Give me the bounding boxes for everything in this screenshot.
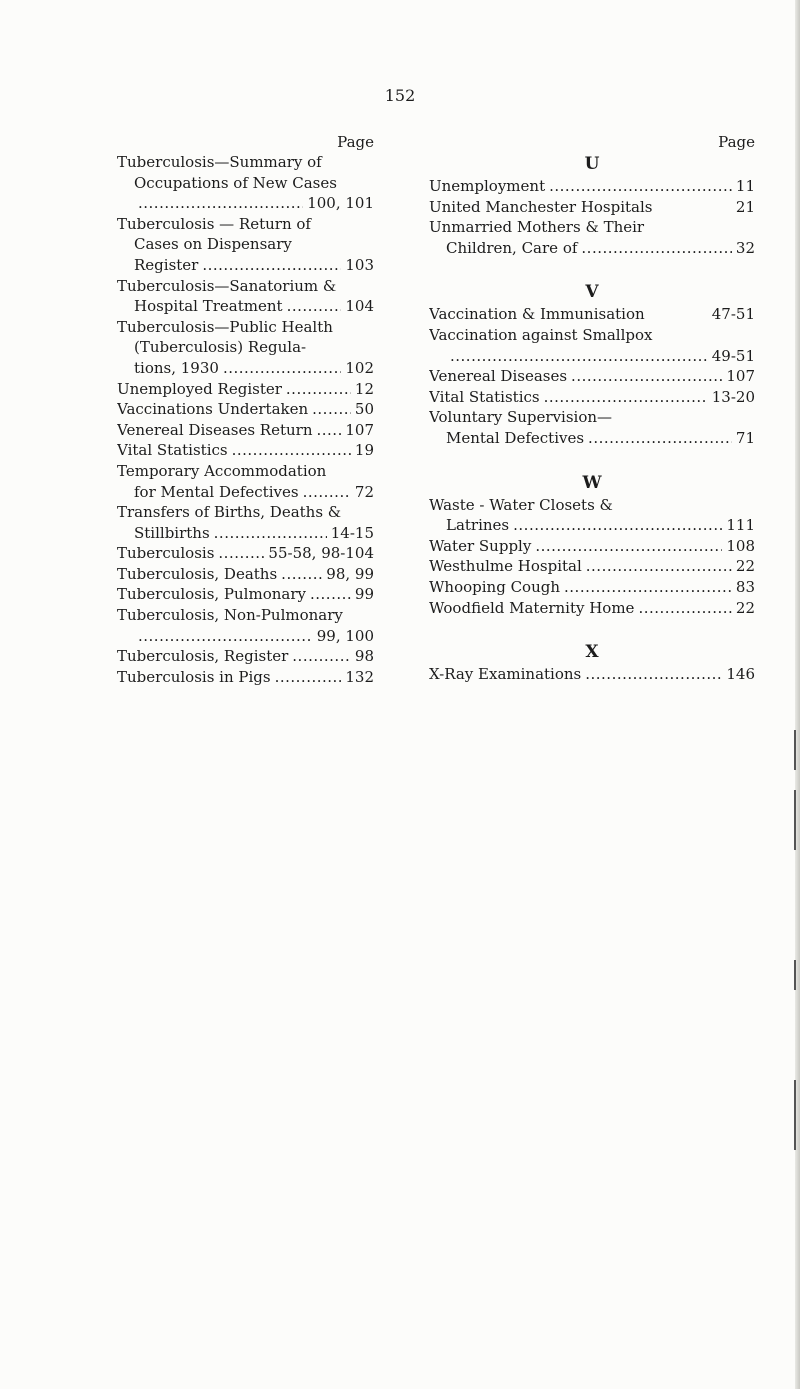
entry-line bbox=[117, 337, 374, 358]
column-heading: Page bbox=[718, 133, 755, 151]
entry-text: Venereal Diseases Return bbox=[117, 420, 313, 439]
index-entry bbox=[117, 502, 374, 543]
entry-text: Cases on Dispensary bbox=[134, 235, 292, 254]
dot-leader bbox=[275, 667, 342, 688]
entry-line bbox=[117, 214, 374, 235]
entry-line bbox=[117, 173, 374, 194]
page-reference: 32 bbox=[735, 238, 755, 257]
entry-text: Woodfield Maternity Home bbox=[429, 598, 635, 617]
dot-leader bbox=[202, 255, 341, 276]
edge-mark bbox=[794, 730, 796, 770]
dot-leader bbox=[292, 646, 351, 667]
page-reference: 22 bbox=[735, 598, 755, 617]
entry-line bbox=[429, 325, 755, 346]
page-edge-shadow bbox=[795, 0, 800, 1389]
page-reference: 98 bbox=[354, 647, 374, 666]
entry-line bbox=[117, 564, 374, 585]
page-reference: 13-20 bbox=[711, 387, 755, 406]
entry-list bbox=[429, 664, 755, 685]
index-entry bbox=[429, 304, 755, 325]
entry-text: Unmarried Mothers & Their bbox=[429, 218, 645, 237]
entry-text: for Mental Defectives bbox=[134, 482, 299, 501]
entry-text: Tuberculosis—Public Health bbox=[117, 317, 333, 336]
dot-leader bbox=[581, 238, 732, 259]
page-reference: 14-15 bbox=[330, 523, 374, 542]
index-entry bbox=[429, 217, 755, 258]
section-letter: W bbox=[582, 472, 602, 493]
index-entry bbox=[117, 543, 374, 564]
entry-text: Hospital Treatment bbox=[134, 297, 283, 316]
section-list bbox=[429, 152, 755, 685]
entry-line bbox=[429, 304, 755, 325]
page-reference: 49-51 bbox=[711, 346, 755, 365]
entry-text: Tuberculosis, Non-Pulmonary bbox=[117, 606, 343, 625]
page-reference: 19 bbox=[354, 441, 374, 460]
page-reference: 107 bbox=[726, 367, 755, 386]
page-reference: 146 bbox=[726, 665, 755, 684]
dot-leader bbox=[586, 556, 732, 577]
entry-text: Tuberculosis—Sanatorium & bbox=[117, 276, 337, 295]
page-reference: 132 bbox=[345, 667, 374, 686]
entry-line bbox=[117, 276, 374, 297]
section-letter: X bbox=[585, 642, 599, 663]
entry-line bbox=[117, 461, 374, 482]
index-entry bbox=[429, 387, 755, 408]
index-entry bbox=[117, 667, 374, 688]
index-entry bbox=[117, 461, 374, 502]
edge-mark bbox=[794, 960, 796, 990]
index-entry bbox=[117, 584, 374, 605]
page-reference: 50 bbox=[354, 400, 374, 419]
section-letter: V bbox=[585, 282, 599, 303]
dot-leader bbox=[310, 584, 351, 605]
entry-text: Unemployed Register bbox=[117, 379, 282, 398]
entry-text: Tuberculosis, Register bbox=[117, 647, 289, 666]
index-entry bbox=[429, 407, 755, 448]
entry-line bbox=[117, 379, 374, 400]
entry-line bbox=[117, 626, 374, 647]
dot-leader bbox=[544, 387, 708, 408]
dot-leader bbox=[549, 176, 732, 197]
entry-list bbox=[429, 495, 755, 619]
index-column-left bbox=[117, 132, 374, 687]
page-reference: 12 bbox=[354, 379, 374, 398]
entry-line bbox=[117, 543, 374, 564]
page-reference: 83 bbox=[735, 577, 755, 596]
entry-text: X-Ray Examinations bbox=[429, 665, 582, 684]
edge-mark bbox=[794, 1080, 796, 1150]
entry-line bbox=[429, 238, 755, 259]
page-reference: 99, 100 bbox=[316, 626, 374, 645]
entry-text: Children, Care of bbox=[446, 238, 578, 257]
index-entry bbox=[429, 664, 755, 685]
entry-text: Water Supply bbox=[429, 536, 532, 555]
page-number: 152 bbox=[384, 86, 416, 105]
index-entry bbox=[117, 317, 374, 379]
index-column-right bbox=[429, 132, 755, 685]
entry-line bbox=[117, 502, 374, 523]
page-reference: 98, 99 bbox=[326, 564, 374, 583]
entry-text: United Manchester Hospitals bbox=[429, 197, 653, 216]
entry-text: Occupations of New Cases bbox=[134, 173, 337, 192]
entry-line bbox=[429, 664, 755, 685]
entry-text: Stillbirths bbox=[134, 523, 210, 542]
entry-line bbox=[429, 407, 755, 428]
dot-leader bbox=[312, 399, 351, 420]
entry-text: Register bbox=[134, 255, 199, 274]
entry-line bbox=[117, 193, 374, 214]
index-entry bbox=[117, 379, 374, 400]
page-reference: 47-51 bbox=[711, 305, 755, 324]
dot-leader bbox=[450, 346, 708, 367]
entry-line bbox=[117, 399, 374, 420]
entry-line bbox=[117, 440, 374, 461]
entry-line bbox=[429, 176, 755, 197]
index-entry bbox=[429, 325, 755, 366]
entry-text: Tuberculosis — Return of bbox=[117, 214, 311, 233]
page-reference: 99 bbox=[354, 585, 374, 604]
entry-text: Mental Defectives bbox=[446, 428, 585, 447]
dot-leader bbox=[585, 664, 722, 685]
index-entry bbox=[117, 399, 374, 420]
entry-line bbox=[117, 605, 374, 626]
entry-text: Vital Statistics bbox=[429, 387, 540, 406]
page-reference: 100, 101 bbox=[307, 194, 374, 213]
index-entry bbox=[117, 440, 374, 461]
dot-leader bbox=[513, 515, 722, 536]
entry-text: Latrines bbox=[446, 516, 510, 535]
entry-line bbox=[429, 577, 755, 598]
entry-line bbox=[117, 420, 374, 441]
column-heading: Page bbox=[337, 133, 374, 151]
dot-leader bbox=[223, 358, 341, 379]
page-reference: 55-58, 98-104 bbox=[268, 544, 374, 563]
dot-leader bbox=[535, 536, 722, 557]
entry-text: Voluntary Supervision— bbox=[429, 408, 613, 427]
index-entry bbox=[429, 536, 755, 557]
entry-list bbox=[429, 304, 755, 448]
entry-line bbox=[429, 515, 755, 536]
section-gap bbox=[429, 449, 755, 471]
entry-text: Vital Statistics bbox=[117, 441, 228, 460]
entry-line bbox=[117, 523, 374, 544]
dot-leader bbox=[303, 482, 351, 503]
section-letter: U bbox=[584, 154, 600, 174]
entry-text: Waste - Water Closets & bbox=[429, 495, 613, 514]
entry-line bbox=[117, 234, 374, 255]
index-section bbox=[429, 640, 755, 685]
entry-line bbox=[117, 152, 374, 173]
entry-text: Tuberculosis in Pigs bbox=[117, 667, 271, 686]
index-entry bbox=[429, 197, 755, 218]
section-gap bbox=[429, 618, 755, 640]
entry-line bbox=[117, 667, 374, 688]
index-entry bbox=[429, 176, 755, 197]
entry-line bbox=[117, 255, 374, 276]
dot-leader bbox=[588, 428, 732, 449]
entry-text: (Tuberculosis) Regula- bbox=[134, 338, 307, 357]
entry-text: Transfers of Births, Deaths & bbox=[117, 503, 342, 522]
entry-line bbox=[429, 598, 755, 619]
entry-line bbox=[429, 366, 755, 387]
index-entry bbox=[117, 214, 374, 276]
entry-line bbox=[429, 387, 755, 408]
entry-line bbox=[117, 482, 374, 503]
entry-text: Westhulme Hospital bbox=[429, 557, 582, 576]
entry-text: Whooping Cough bbox=[429, 577, 561, 596]
page-reference: 72 bbox=[354, 482, 374, 501]
entry-text: Temporary Accommodation bbox=[117, 461, 327, 480]
dot-leader bbox=[232, 440, 351, 461]
page-reference: 108 bbox=[726, 536, 755, 555]
index-entry bbox=[117, 276, 374, 317]
page-reference: 11 bbox=[735, 177, 755, 195]
entry-line bbox=[429, 346, 755, 367]
entry-text: Venereal Diseases bbox=[429, 367, 568, 386]
dot-leader bbox=[286, 379, 351, 400]
entry-text: tions, 1930 bbox=[134, 358, 219, 377]
page-reference: 107 bbox=[345, 420, 374, 439]
entry-line bbox=[429, 428, 755, 449]
entry-line bbox=[429, 197, 755, 218]
dot-leader bbox=[138, 626, 313, 647]
index-entry bbox=[429, 366, 755, 387]
index-entry bbox=[117, 420, 374, 441]
dot-leader bbox=[218, 543, 264, 564]
page-reference: 104 bbox=[345, 297, 374, 316]
entry-line bbox=[429, 217, 755, 238]
dot-leader bbox=[317, 420, 342, 441]
page-reference: 22 bbox=[735, 557, 755, 576]
index-entry bbox=[117, 646, 374, 667]
entry-line bbox=[117, 584, 374, 605]
entry-line bbox=[429, 495, 755, 516]
dot-leader bbox=[214, 523, 327, 544]
entry-list bbox=[429, 176, 755, 258]
entry-line bbox=[117, 358, 374, 379]
page-reference: 111 bbox=[726, 516, 755, 535]
page-reference: 71 bbox=[735, 428, 755, 447]
entry-line bbox=[429, 556, 755, 577]
index-entry bbox=[429, 556, 755, 577]
entry-text: Tuberculosis bbox=[117, 544, 215, 563]
entry-text: Vaccination & Immunisation bbox=[429, 305, 645, 324]
index-section bbox=[429, 152, 755, 280]
page-reference: 102 bbox=[345, 358, 374, 377]
index-section bbox=[429, 280, 755, 470]
entry-line bbox=[117, 646, 374, 667]
dot-leader bbox=[281, 564, 322, 585]
dot-leader bbox=[638, 598, 731, 619]
entry-line bbox=[117, 296, 374, 317]
entry-text: Tuberculosis—Summary of bbox=[117, 153, 322, 171]
index-entry bbox=[429, 598, 755, 619]
entry-text: Unemployment bbox=[429, 177, 546, 195]
edge-mark bbox=[794, 790, 796, 850]
page-reference: 21 bbox=[735, 197, 755, 216]
entry-list bbox=[117, 152, 374, 687]
dot-leader bbox=[564, 577, 732, 598]
page-reference: 103 bbox=[345, 255, 374, 274]
index-entry bbox=[117, 605, 374, 646]
entry-text: Vaccination against Smallpox bbox=[429, 325, 653, 344]
entry-line bbox=[429, 536, 755, 557]
dot-leader bbox=[287, 296, 342, 317]
index-section bbox=[429, 471, 755, 641]
index-entry bbox=[117, 564, 374, 585]
index-entry bbox=[429, 495, 755, 536]
entry-text: Tuberculosis, Deaths bbox=[117, 564, 278, 583]
index-entry bbox=[117, 152, 374, 214]
entry-text: Vaccinations Undertaken bbox=[117, 400, 309, 419]
section-gap bbox=[429, 258, 755, 280]
dot-leader bbox=[138, 193, 303, 214]
entry-line bbox=[117, 317, 374, 338]
index-entry bbox=[429, 577, 755, 598]
dot-leader bbox=[571, 366, 722, 387]
entry-text: Tuberculosis, Pulmonary bbox=[117, 585, 306, 604]
